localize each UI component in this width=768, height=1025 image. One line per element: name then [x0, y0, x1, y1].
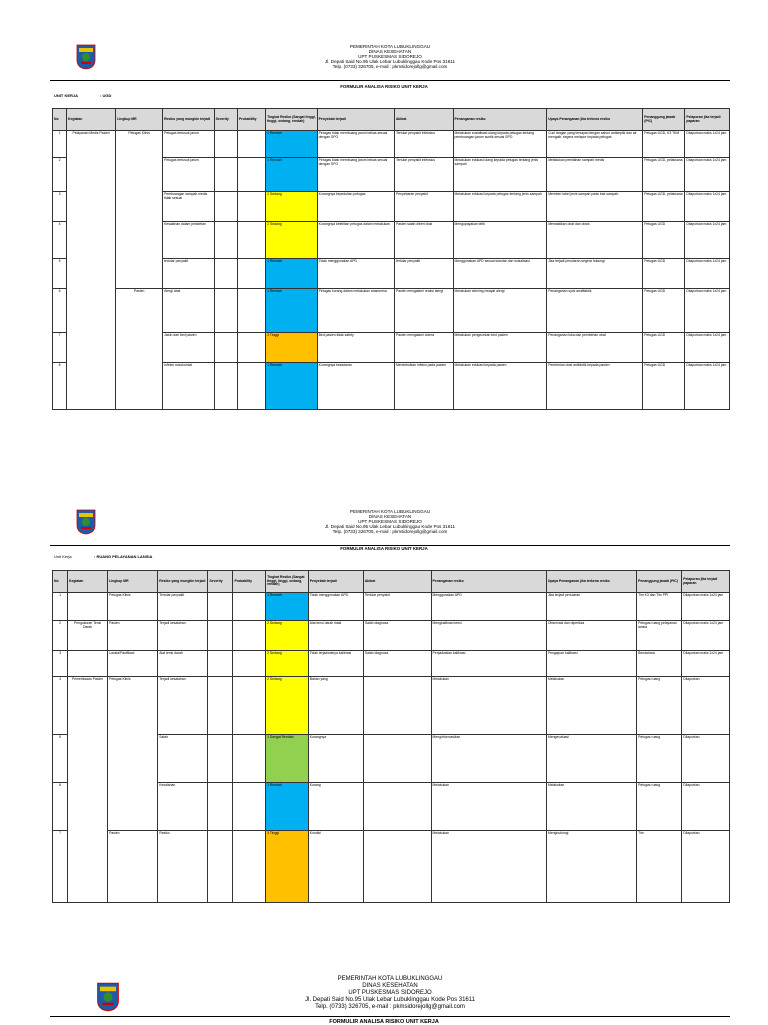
cell-pic: Tim	[637, 831, 682, 903]
cell-penyebab: Petugas tidak membuang jarum bekas sesuai dengan SPO	[317, 158, 394, 192]
risk-table-1	[52, 108, 730, 410]
col-upaya: Upaya Penanganan jika terkena resiko	[547, 109, 643, 131]
cell-penyebab: Tidak terjadwalnya kalibrasi	[308, 651, 363, 677]
col-resiko: Resiko yang mungkin terjadi	[163, 109, 215, 131]
cell-resiko: Alat tensi darah	[158, 651, 208, 677]
level-label: Tinggi	[269, 333, 280, 337]
cell-akibat	[363, 831, 431, 903]
level-label: Rendah	[269, 783, 282, 787]
cell-no: 4	[53, 677, 68, 735]
col-kegiatan: Kegiatan	[68, 571, 108, 593]
level-num: 1	[267, 363, 270, 367]
cell-pic: Petugas UGD	[643, 222, 685, 259]
level-num: 2	[267, 192, 270, 196]
cell-resiko: Infeksi nosokomial	[163, 363, 215, 410]
level-label: Sedang	[269, 677, 282, 681]
cell-severity	[214, 131, 237, 158]
letterhead-text	[50, 976, 730, 1011]
cell-no: 3	[53, 651, 68, 677]
cell-resiko: Kesalahan dalam pelabelan	[163, 222, 215, 259]
cell-penanganan: Melakukan	[431, 677, 546, 735]
risk-table-2	[52, 570, 730, 903]
cell-upaya: Penanganan luka dan pemberian obat	[547, 333, 643, 363]
cell-pelaporan: Dilaporkan maks 1x24 jam	[682, 621, 730, 651]
level-num: 2	[267, 651, 269, 655]
level-num: 1	[267, 593, 269, 597]
col-penyebab: Penyebab terjadi	[317, 109, 394, 131]
cell-pelaporan: Dilaporkan maks 1x24 jam	[685, 333, 730, 363]
cell-probability	[238, 259, 266, 289]
cell-upaya: Penanganan syok anafilaktik	[547, 289, 643, 333]
letterhead-line3: UPT PUSKESMAS SIDOREJO	[348, 990, 432, 996]
cell-penanganan: Penjadwalan kalibrasi	[431, 651, 546, 677]
cell-probability	[233, 783, 266, 831]
cell-akibat: Pasien mengalami cidera	[394, 333, 453, 363]
letterhead-line4: Jl. Depati Said No.95 Ulak Lebar Lubuklinggau Kode Pos 31611	[324, 59, 456, 65]
cell-penanganan: Menggunakan APD sesuai standar dan sosialisasi	[453, 259, 547, 289]
level-num: 1	[267, 131, 270, 135]
cell-tingkat	[266, 363, 318, 410]
cell-probability	[233, 593, 266, 621]
cell-lingkup: Petugas Klinis	[108, 677, 158, 831]
cell-lingkup: Pasien	[108, 621, 158, 651]
cell-upaya: Memastikan obat dan dosis	[547, 222, 643, 259]
cell-penyebab: Kurangnya	[308, 735, 363, 783]
table-row	[53, 289, 730, 333]
cell-penyebab: Kondisi	[308, 831, 363, 903]
cell-tingkat	[266, 783, 309, 831]
col-pic: Penanggung jawab (PIC)	[643, 109, 685, 131]
level-num: 2	[267, 621, 269, 625]
cell-resiko: Resiko	[158, 831, 208, 903]
cell-severity	[208, 831, 233, 903]
cell-penanganan: Menggunakan APD	[431, 593, 546, 621]
cell-resiko: Tertular penyakit	[158, 593, 208, 621]
level-num: 1	[267, 259, 270, 263]
cell-kegiatan	[68, 593, 108, 621]
cell-lingkup: Lansia/Pasifikasi	[108, 651, 158, 677]
level-label: Rendah	[269, 289, 282, 293]
cell-tingkat	[266, 735, 309, 783]
cell-pelaporan: Dilaporkan maks 1x24 jam	[685, 289, 730, 333]
cell-tingkat	[266, 131, 318, 158]
cell-lingkup: Pasien	[108, 831, 158, 903]
table-row	[53, 131, 730, 158]
col-pic: Penanggung jawab (PIC)	[637, 571, 682, 593]
cell-severity	[208, 621, 233, 651]
cell-tingkat	[266, 192, 318, 222]
cell-no: 6	[53, 289, 67, 333]
col-kegiatan: Kegiatan	[67, 109, 116, 131]
cell-severity	[214, 192, 237, 222]
level-num: 2	[267, 222, 270, 226]
col-lingkup: Lingkup MR	[116, 109, 163, 131]
cell-resiko: Terjadi kesalahan	[158, 677, 208, 735]
cell-probability	[238, 222, 266, 259]
cell-pic: Petugas ruang pelayanan lansia	[637, 621, 682, 651]
cell-pic: Petugas ruang	[637, 783, 682, 831]
col-penyebab: Penyebab terjadi	[308, 571, 363, 593]
cell-akibat: tertular penyakit	[394, 259, 453, 289]
cell-penyebab: Tidak menggunakan APD	[317, 259, 394, 289]
cell-pic: Petugas UGD	[643, 333, 685, 363]
cell-penanganan: Melakukan sosialisasi ulang kepada petugas tentang pembuangan jarum suntik sesuai SPO	[453, 131, 547, 158]
cell-akibat: Tertular penyakit	[363, 593, 431, 621]
cell-pelaporan: Dilaporkan maks 1x24 jam	[685, 192, 730, 222]
letterhead-text	[50, 44, 730, 69]
cell-probability	[238, 289, 266, 333]
cell-resiko: Terjadi kesalahan	[158, 621, 208, 651]
cell-pelaporan: Dilaporkan maks 1x24 jam	[685, 158, 730, 192]
col-tingkat: Tingkat Resiko (Sangat tinggi, tinggi, sedang, rendah)	[266, 571, 309, 593]
cell-akibat: Salah diagnosa	[363, 621, 431, 651]
cell-akibat: Pasien salah diberi obat	[394, 222, 453, 259]
col-penanganan: Penanganan resiko	[431, 571, 546, 593]
cell-resiko: Jatuh dari bed pasien	[163, 333, 215, 363]
table-header-row	[53, 571, 730, 593]
level-num: 3	[267, 333, 270, 337]
cell-penyebab: Bed pasien tidak safety	[317, 333, 394, 363]
cell-penyebab: Bahan yang	[308, 677, 363, 735]
cell-no: 8	[53, 363, 67, 410]
cell-severity	[214, 158, 237, 192]
cell-penanganan: Melakukan	[431, 831, 546, 903]
col-no: No	[53, 109, 67, 131]
table-row	[53, 651, 730, 677]
col-pelaporan: Pelaporan jika terjadi paparan	[682, 571, 730, 593]
cell-penanganan: Melakukan pengecekan bed pasien	[453, 333, 547, 363]
cell-probability	[238, 192, 266, 222]
cell-kegiatan	[68, 651, 108, 677]
level-label: Sedang	[269, 651, 282, 655]
cell-lingkup: Pasien	[116, 289, 163, 410]
cell-pelaporan: Dilaporkan maks 1x24 jam	[685, 259, 730, 289]
cell-pic: Petugas UGD	[643, 259, 685, 289]
cell-tingkat	[266, 259, 318, 289]
form-title: FORMULIR ANALISA RISIKO UNIT KERJA	[340, 84, 428, 89]
cell-pelaporan: Dilaporkan	[682, 831, 730, 903]
cell-pic: Bendahara	[637, 651, 682, 677]
cell-severity	[208, 783, 233, 831]
letterhead-line4: Jl. Depati Said No.95 Ulak Lebar Lubuklinggau Kode Pos 31611	[324, 524, 456, 530]
cell-pelaporan: Dilaporkan maks 1x24 jam	[685, 363, 730, 410]
letterhead-line3: UPT PUSKESMAS SIDOREJO	[358, 54, 422, 60]
letterhead	[50, 44, 730, 84]
level-num: 1	[267, 735, 269, 739]
cell-upaya: Jika terjadi penularan segera hubungi	[547, 259, 643, 289]
cell-penanganan: Melakukan edukasi ulang kepada petugas tentang jenis sampah	[453, 158, 547, 192]
cell-upaya: Melakukan pemilahan sampah medis	[547, 158, 643, 192]
letterhead-line5: Telp. (0733) 326705, e-mail : pkmsidorejollg@gmail.com	[332, 529, 448, 535]
cell-probability	[233, 831, 266, 903]
cell-tingkat	[266, 831, 309, 903]
letterhead-line1: PEMERINTAH KOTA LUBUKLINGGAU	[349, 44, 431, 49]
cell-upaya: Jika terjadi penularan	[546, 593, 636, 621]
col-akibat: Akibat	[363, 571, 431, 593]
cell-severity	[214, 363, 237, 410]
cell-probability	[238, 158, 266, 192]
cell-pic: Petugas ruang	[637, 735, 682, 783]
cell-severity	[208, 677, 233, 735]
cell-akibat	[363, 735, 431, 783]
level-label: Sedang	[269, 222, 282, 226]
col-severity: Severity	[214, 109, 237, 131]
col-no: No	[53, 571, 68, 593]
cell-upaya: Melakukan	[546, 677, 636, 735]
cell-penyebab: Petugas kurang dalam melakukan anamnesa	[317, 289, 394, 333]
cell-resiko: tertular penyakit	[163, 259, 215, 289]
cell-no: 5	[53, 735, 68, 783]
level-label: Rendah	[269, 158, 282, 162]
cell-kegiatan: Pengukuran Tensi Darah	[68, 621, 108, 651]
cell-penanganan: Melakukan edukasi kepada pasien	[453, 363, 547, 410]
cell-pic: Petugas UGD	[643, 289, 685, 333]
form-title: FORMULIR ANALISA RISIKO UNIT KERJA	[340, 546, 428, 551]
cell-pic: Petugas ruang	[637, 677, 682, 735]
letterhead-text	[50, 509, 730, 534]
cell-pelaporan: Dilaporkan maks 1x24 jam	[685, 131, 730, 158]
level-num: 1	[267, 158, 270, 162]
cell-pelaporan: Dilaporkan	[682, 677, 730, 735]
col-severity: Severity	[208, 571, 233, 593]
cell-pelaporan: Dilaporkan	[682, 783, 730, 831]
cell-tingkat	[266, 621, 309, 651]
table-row	[53, 677, 730, 735]
letterhead-line1: PEMERINTAH KOTA LUBUKLINGGAU	[349, 509, 431, 514]
cell-resiko: Petugas tertusuk jarum	[163, 131, 215, 158]
level-label: Rendah	[269, 363, 282, 367]
cell-pic: Petugas UGD, pelaksana	[643, 192, 685, 222]
cell-penanganan: Melakukan	[431, 783, 546, 831]
cell-no: 1	[53, 131, 67, 158]
cell-no: 4	[53, 222, 67, 259]
cell-penyebab: Kurangnya kepedulian petugas	[317, 192, 394, 222]
letterhead-line5: Telp. (0733) 326705, e-mail : pkmsidorejollg@gmail.com	[332, 64, 448, 70]
cell-akibat: Penyebaran penyakit	[394, 192, 453, 222]
cell-penyebab: Kurang	[308, 783, 363, 831]
level-label: Sedang	[269, 192, 282, 196]
col-probability: Probability	[238, 109, 266, 131]
cell-upaya: Melakukan	[546, 783, 636, 831]
letterhead-divider	[50, 80, 730, 81]
cell-resiko: Kesalahan	[158, 783, 208, 831]
cell-probability	[233, 677, 266, 735]
cell-probability	[233, 735, 266, 783]
letterhead-line3: UPT PUSKESMAS SIDOREJO	[358, 519, 422, 525]
cell-severity	[214, 222, 237, 259]
letterhead-line2: DINAS KESEHATAN	[368, 49, 412, 55]
cell-severity	[214, 289, 237, 333]
cell-kegiatan: Pemeriksaan Pasien	[68, 677, 108, 903]
level-label: Rendah	[269, 131, 282, 135]
cell-upaya: Pengajuan kalibrasi	[546, 651, 636, 677]
level-label: Rendah	[269, 593, 282, 597]
cell-probability	[238, 363, 266, 410]
table-header-row	[53, 109, 730, 131]
cell-upaya: Observasi dan diperiksa	[546, 621, 636, 651]
cell-resiko: Pembuangan sampah medis tidak sesuai	[163, 192, 215, 222]
cell-pic: Tim K3 dan Tim PPI	[637, 593, 682, 621]
table-row	[53, 593, 730, 621]
cell-tingkat	[266, 158, 318, 192]
col-penanganan: Penanganan resiko	[453, 109, 547, 131]
col-resiko: Resiko yang mungkin terjadi	[158, 571, 208, 593]
unit-label: UNIT KERJA	[54, 93, 79, 98]
cell-no: 6	[53, 783, 68, 831]
cell-severity	[208, 593, 233, 621]
cell-probability	[233, 651, 266, 677]
cell-tingkat	[266, 222, 318, 259]
cell-resiko: Salah	[158, 735, 208, 783]
cell-penyebab: Kurangnya ketelitian petugas dalam melakukan	[317, 222, 394, 259]
cell-upaya: Cuci tangan yang tersayat dengan sabun antiseptik dan air mengalir, segera melapor kepada petugas	[547, 131, 643, 158]
cell-tingkat	[266, 333, 318, 363]
cell-pic: Petugas UGD	[643, 363, 685, 410]
level-num: 1	[267, 783, 269, 787]
form-title: FORMULIR ANALISA RISIKO UNIT KERJA	[329, 1019, 439, 1025]
cell-upaya: Memberi label jenis sampah pada bak sampah	[547, 192, 643, 222]
letterhead-line2: DINAS KESEHATAN	[362, 983, 418, 989]
cell-no: 7	[53, 333, 67, 363]
cell-akibat: Tertular penyakit infeksius	[394, 131, 453, 158]
col-upaya: Upaya Penanganan jika terkena resiko	[546, 571, 636, 593]
cell-resiko: Alergi obat	[163, 289, 215, 333]
letterhead	[50, 509, 730, 549]
letterhead-line4: Jl. Depati Said No.95 Ulak Lebar Lubuklinggau Kode Pos 31611	[304, 997, 475, 1003]
cell-penanganan: Melakukan edukasi kepada petugas tentang jenis sampah	[453, 192, 547, 222]
cell-pic: Petugas UGD, K3 TKM	[643, 131, 685, 158]
level-num: 2	[267, 677, 269, 681]
cell-akibat: Tertular penyakit infeksius	[394, 158, 453, 192]
cell-no: 2	[53, 621, 68, 651]
cell-severity	[208, 735, 233, 783]
letterhead-line2: DINAS KESEHATAN	[368, 514, 412, 520]
cell-pelaporan: Dilaporkan maks 1x24 jam	[685, 222, 730, 259]
cell-akibat	[363, 677, 431, 735]
cell-penanganan: Mengkalibrasi tensi	[431, 621, 546, 651]
cell-severity	[214, 333, 237, 363]
cell-tingkat	[266, 677, 309, 735]
cell-penyebab: Petugas tidak membuang jarum bekas sesuai dengan SPO	[317, 131, 394, 158]
cell-penanganan: Menginformasikan	[431, 735, 546, 783]
col-akibat: Akibat	[394, 109, 453, 131]
unit-label: Unit Kerja	[54, 554, 72, 559]
cell-no: 7	[53, 831, 68, 903]
level-label: Tinggi	[269, 831, 279, 835]
level-label: Rendah	[269, 259, 282, 263]
col-tingkat: Tingkat Resiko (Sangat tinggi, tinggi, sedang, rendah)	[266, 109, 318, 131]
cell-penanganan: Mengupayakan teliti	[453, 222, 547, 259]
cell-resiko: Petugas tertusuk jarum	[163, 158, 215, 192]
cell-tingkat	[266, 593, 309, 621]
cell-no: 2	[53, 158, 67, 192]
cell-upaya: Menghubungi	[546, 831, 636, 903]
letterhead-line1: PEMERINTAH KOTA LUBUKLINGGAU	[337, 976, 443, 982]
level-label: Sedang	[269, 621, 282, 625]
cell-no: 3	[53, 192, 67, 222]
cell-pelaporan: Dilaporkan	[682, 735, 730, 783]
cell-pic: Petugas UGD, pelaksana	[643, 158, 685, 192]
cell-penyebab: Alat tensi darah tidak	[308, 621, 363, 651]
cell-upaya: Pemberian obat antibiotik kepada pasien	[547, 363, 643, 410]
unit-value: : UGD	[100, 93, 112, 98]
cell-probability	[238, 131, 266, 158]
cell-tingkat	[266, 651, 309, 677]
cell-severity	[208, 651, 233, 677]
cell-lingkup: Petugas Klinis	[116, 131, 163, 289]
cell-penyebab: Kurangnya kesadaran	[317, 363, 394, 410]
letterhead-line5: Telp. (0733) 326705, e-mail : pkmsidorejollg@gmail.com	[315, 1004, 465, 1010]
cell-tingkat	[266, 289, 318, 333]
letterhead	[50, 976, 730, 1024]
col-probability: Probability	[233, 571, 266, 593]
cell-severity	[214, 259, 237, 289]
cell-penanganan: Melakukan skrining riwayat alergi	[453, 289, 547, 333]
cell-upaya: Mengevaluasi	[546, 735, 636, 783]
cell-lingkup: Petugas Klinis	[108, 593, 158, 621]
cell-no: 5	[53, 259, 67, 289]
cell-penyebab: Tidak menggunakan APD	[308, 593, 363, 621]
level-num: 1	[267, 289, 270, 293]
table-row	[53, 621, 730, 651]
table-row	[53, 831, 730, 903]
cell-akibat: Menimbulkan infeksi pada pasien	[394, 363, 453, 410]
cell-akibat: Salah diagnosa	[363, 651, 431, 677]
col-pelaporan: Pelaporan jika terjadi paparan	[685, 109, 730, 131]
level-num: 3	[267, 831, 269, 835]
cell-no: 1	[53, 593, 68, 621]
cell-akibat: Pasien mengalami reaksi alergi	[394, 289, 453, 333]
cell-probability	[238, 333, 266, 363]
letterhead-divider	[50, 1016, 730, 1017]
cell-kegiatan: Pelayanan Medis Pasien	[67, 131, 116, 410]
cell-pelaporan: Dilaporkan maks 1x24 jam	[682, 651, 730, 677]
cell-probability	[233, 621, 266, 651]
col-lingkup: Lingkup MR	[108, 571, 158, 593]
level-label: Sangat Rendah	[269, 735, 294, 739]
unit-value: : RUANG PELAYANAN LANSIA	[94, 554, 153, 559]
cell-akibat	[363, 783, 431, 831]
cell-pelaporan: Dilaporkan maks 1x24 jam	[682, 593, 730, 621]
